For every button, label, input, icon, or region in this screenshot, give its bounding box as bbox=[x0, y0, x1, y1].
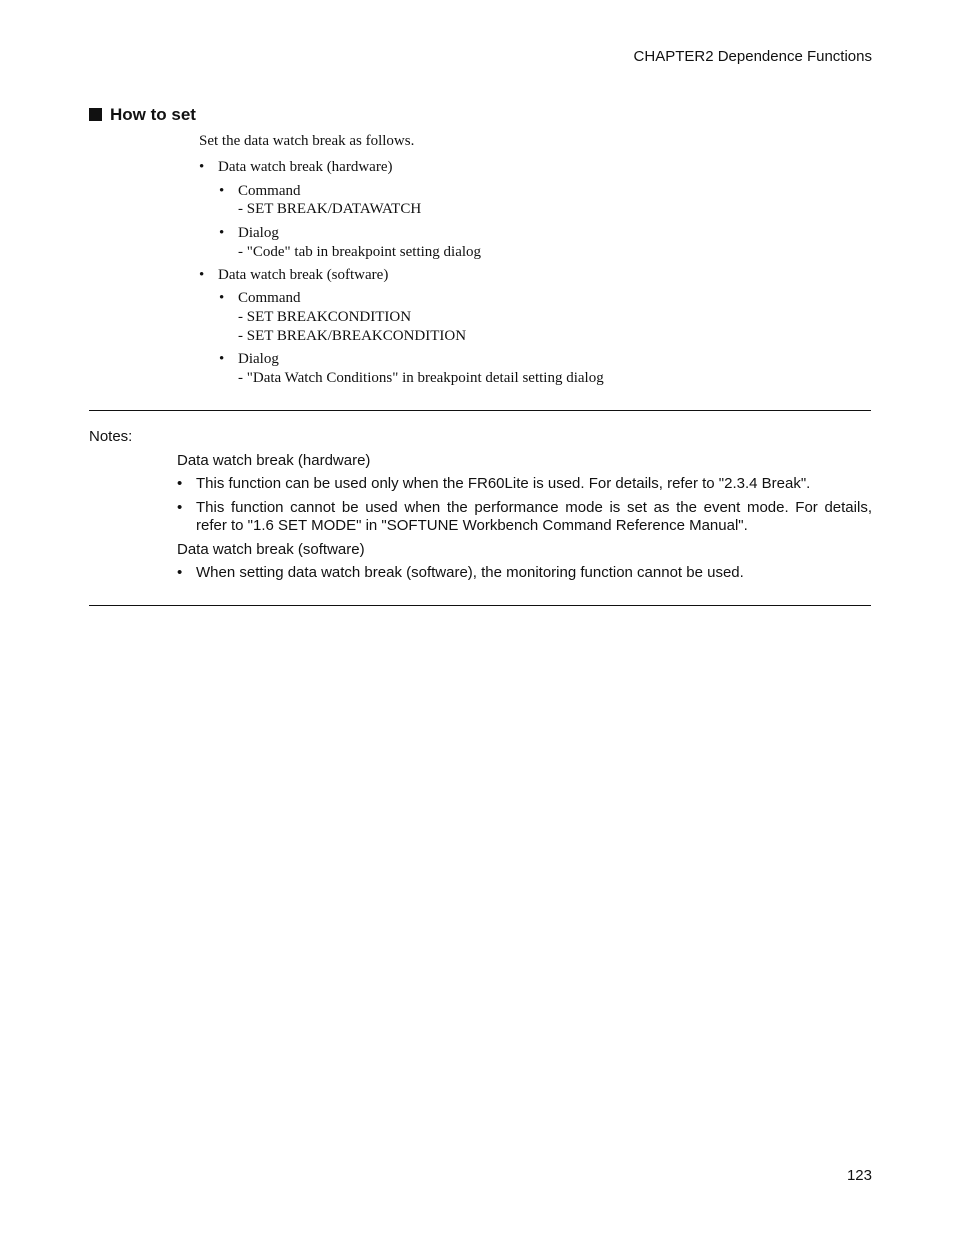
hw-command-item: - SET BREAK/DATAWATCH bbox=[238, 201, 422, 217]
hw-dialog-label: Dialog bbox=[238, 225, 279, 241]
bullet-icon: • bbox=[177, 564, 183, 581]
sw-dialog-label: Dialog bbox=[238, 351, 279, 367]
divider bbox=[89, 605, 871, 606]
notes-hw-item: This function cannot be used when the performance mode is set as the event mode. For details, bbox=[196, 499, 872, 516]
bullet-icon: • bbox=[199, 159, 205, 175]
sw-command-item: - SET BREAKCONDITION bbox=[238, 309, 412, 325]
bullet-icon: • bbox=[219, 183, 225, 199]
sw-command-label: Command bbox=[238, 290, 301, 306]
divider bbox=[89, 410, 871, 411]
section-heading bbox=[89, 105, 196, 125]
section-heading-text: How to set bbox=[110, 105, 196, 124]
square-bullet-icon bbox=[89, 108, 102, 121]
hw-dialog-item: - "Code" tab in breakpoint setting dialog bbox=[238, 244, 482, 260]
bullet-icon: • bbox=[177, 499, 183, 516]
page-number: 123 bbox=[846, 1167, 872, 1184]
bullet-icon: • bbox=[199, 267, 205, 283]
notes-hw-item: This function can be used only when the FR60Lite is used. For details, refer to "2.3.4 Break". bbox=[196, 475, 811, 492]
notes-sw-item: When setting data watch break (software), the monitoring function cannot be used. bbox=[196, 564, 744, 581]
bullet-icon: • bbox=[177, 475, 183, 492]
bullet-icon: • bbox=[219, 290, 225, 306]
bullet-icon: • bbox=[219, 225, 225, 241]
bullet-icon: • bbox=[219, 351, 225, 367]
notes-label: Notes: bbox=[89, 428, 133, 445]
notes-hw-title: Data watch break (hardware) bbox=[177, 452, 371, 469]
sw-command-item: - SET BREAK/BREAKCONDITION bbox=[238, 328, 467, 344]
sw-label: Data watch break (software) bbox=[218, 267, 389, 283]
sw-dialog-item: - "Data Watch Conditions" in breakpoint detail setting dialog bbox=[238, 370, 604, 386]
hw-command-label: Command bbox=[238, 183, 301, 199]
intro-text: Set the data watch break as follows. bbox=[199, 133, 415, 149]
notes-hw-item-continued: refer to "1.6 SET MODE" in "SOFTUNE Workbench Command Reference Manual". bbox=[196, 517, 748, 534]
running-header: CHAPTER2 Dependence Functions bbox=[633, 48, 872, 65]
notes-sw-title: Data watch break (software) bbox=[177, 541, 365, 558]
hw-label: Data watch break (hardware) bbox=[218, 159, 393, 175]
